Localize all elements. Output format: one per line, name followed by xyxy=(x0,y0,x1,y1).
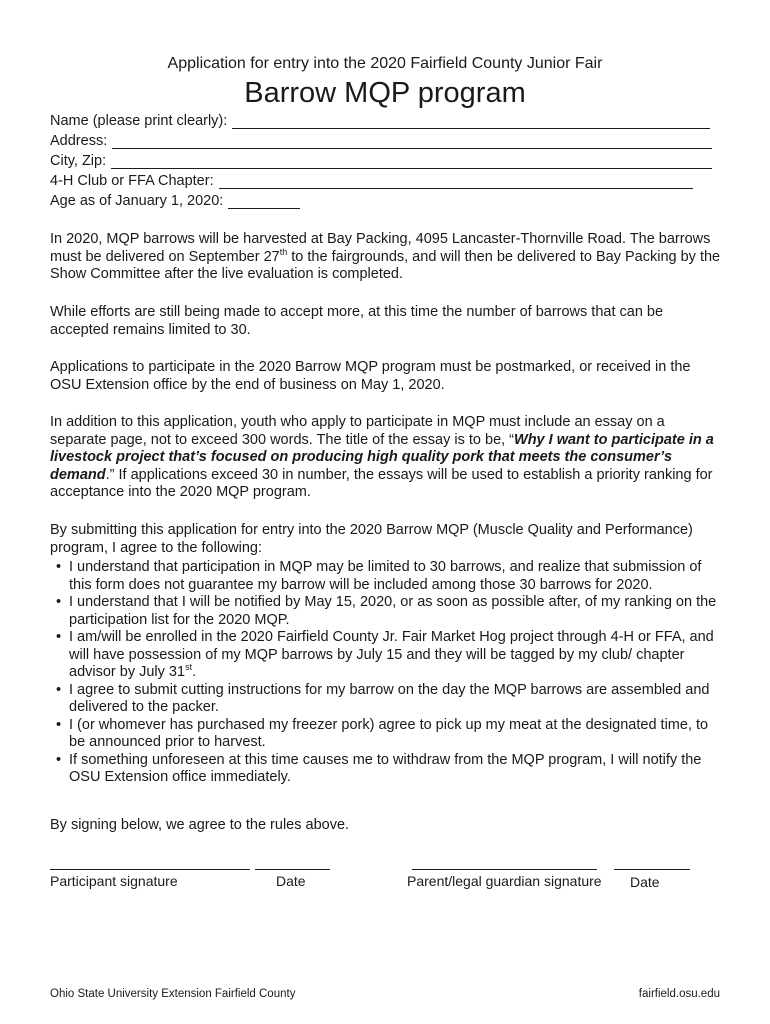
agreement-list xyxy=(56,559,722,787)
guardian-signature-line[interactable] xyxy=(412,869,597,870)
guardian-date-label: Date xyxy=(630,874,660,890)
closing-text: By signing below, we agree to the rules above. xyxy=(50,817,350,833)
bullet-icon: • xyxy=(56,681,62,698)
participant-signature-label: Participant signature xyxy=(50,873,178,889)
deadline-paragraph xyxy=(50,359,722,394)
address-input-line[interactable] xyxy=(112,134,712,149)
name-field xyxy=(50,113,710,129)
city-zip-label: City, Zip: xyxy=(50,153,107,169)
agreement-intro-text: By submitting this application for entry into the 2020 Barrow MQP (Muscle Quality and Performance) program, I agree to the following: xyxy=(50,522,693,556)
list-item-sup: st xyxy=(185,662,193,673)
harvest-paragraph xyxy=(50,231,722,284)
list-item-text: I understand that I will be notified by May 15, 2020, or as soon as possible after, of my ranking on the participation list for the 2020 MQP. xyxy=(69,594,717,628)
participant-signature-line[interactable] xyxy=(50,869,250,870)
list-item xyxy=(56,752,722,787)
deadline-text: Applications to participate in the 2020 Barrow MQP program must be postmarked, or received in the OSU Extension office by the end of business on May 1, 2020. xyxy=(50,359,691,393)
city-zip-input-line[interactable] xyxy=(111,154,712,169)
list-item-text: I am/will be enrolled in the 2020 Fairfield County Jr. Fair Market Hog project through 4-H or FFA, and will have possession of my MQP barrows by July 15 and they will be tagged by my club/ chapter advisor by July 31 xyxy=(69,629,714,680)
essay-text-a: In addition to this application, youth who apply to participate in MQP must include an essay on a separate page, not to exceed 300 words. The title of the essay is to be, “ xyxy=(50,414,665,448)
bullet-icon: • xyxy=(56,716,62,733)
list-item-end: . xyxy=(192,664,197,680)
harvest-text-a: In 2020, MQP barrows will be harvested at Bay Packing, 4095 Lancaster-Thornville Road. The barrows must be delivered on September 27 xyxy=(50,231,711,265)
essay-title: Why I want to participate in a livestock project that’s focused on producing high quality pork that meets the consumer’s demand xyxy=(50,431,714,483)
limit-paragraph xyxy=(50,304,722,339)
list-item xyxy=(56,682,722,717)
club-chapter-input-line[interactable] xyxy=(219,174,693,189)
harvest-sup: th xyxy=(279,246,288,257)
guardian-signature-label: Parent/legal guardian signature xyxy=(407,873,602,889)
closing-paragraph xyxy=(50,817,722,835)
form-subtitle: Application for entry into the 2020 Fairfield County Junior Fair xyxy=(167,55,603,72)
list-item xyxy=(56,629,722,682)
list-item xyxy=(56,559,722,594)
name-input-line[interactable] xyxy=(232,114,710,129)
list-item-text: I (or whomever has purchased my freezer pork) agree to pick up my meat at the designated time, to be announced prior to harvest. xyxy=(69,716,709,750)
bullet-icon: • xyxy=(56,594,62,610)
address-label: Address: xyxy=(50,133,108,149)
club-chapter-field xyxy=(50,173,693,189)
list-item-text: If something unforeseen at this time causes me to withdraw from the MQP program, I will notify the OSU Extension office immediately. xyxy=(69,751,702,785)
agreement-intro xyxy=(50,522,722,557)
age-field xyxy=(50,193,300,209)
participant-date-label: Date xyxy=(276,873,306,889)
name-label: Name (please print clearly): xyxy=(50,113,228,129)
essay-text-b: .” If applications exceed 30 in number, the essays will be used to establish a priority ranking for acceptance into the 2020 MQP program. xyxy=(50,466,713,500)
club-chapter-label: 4-H Club or FFA Chapter: xyxy=(50,173,214,189)
list-item xyxy=(56,717,722,752)
harvest-text-b: to the fairgrounds, and will then be delivered to Bay Packing by the Show Committee after the live evaluation is completed. xyxy=(50,248,721,282)
city-zip-field xyxy=(50,153,712,169)
list-item-text: I understand that participation in MQP may be limited to 30 barrows, and realize that submission of this form does not guarantee my barrow will be included among those 30 barrows for 2020. xyxy=(69,559,702,593)
guardian-date-line[interactable] xyxy=(614,869,690,870)
list-item-text: I agree to submit cutting instructions for my barrow on the day the MQP barrows are assembled and delivered to the packer. xyxy=(69,681,710,715)
age-label: Age as of January 1, 2020: xyxy=(50,193,224,209)
bullet-icon: • xyxy=(56,629,62,645)
limit-text: While efforts are still being made to accept more, at this time the number of barrows that can be accepted remains limited to 30. xyxy=(50,304,664,338)
list-item xyxy=(56,594,722,629)
bullet-icon: • xyxy=(56,559,62,575)
footer-organization: Ohio State University Extension Fairfield County xyxy=(50,988,296,1000)
bullet-icon: • xyxy=(56,751,62,768)
page-title: Barrow MQP program xyxy=(244,77,526,109)
participant-date-line[interactable] xyxy=(255,869,330,870)
footer-website: fairfield.osu.edu xyxy=(638,988,720,1000)
essay-paragraph xyxy=(50,414,722,502)
address-field xyxy=(50,133,712,149)
age-input-line[interactable] xyxy=(228,194,300,209)
